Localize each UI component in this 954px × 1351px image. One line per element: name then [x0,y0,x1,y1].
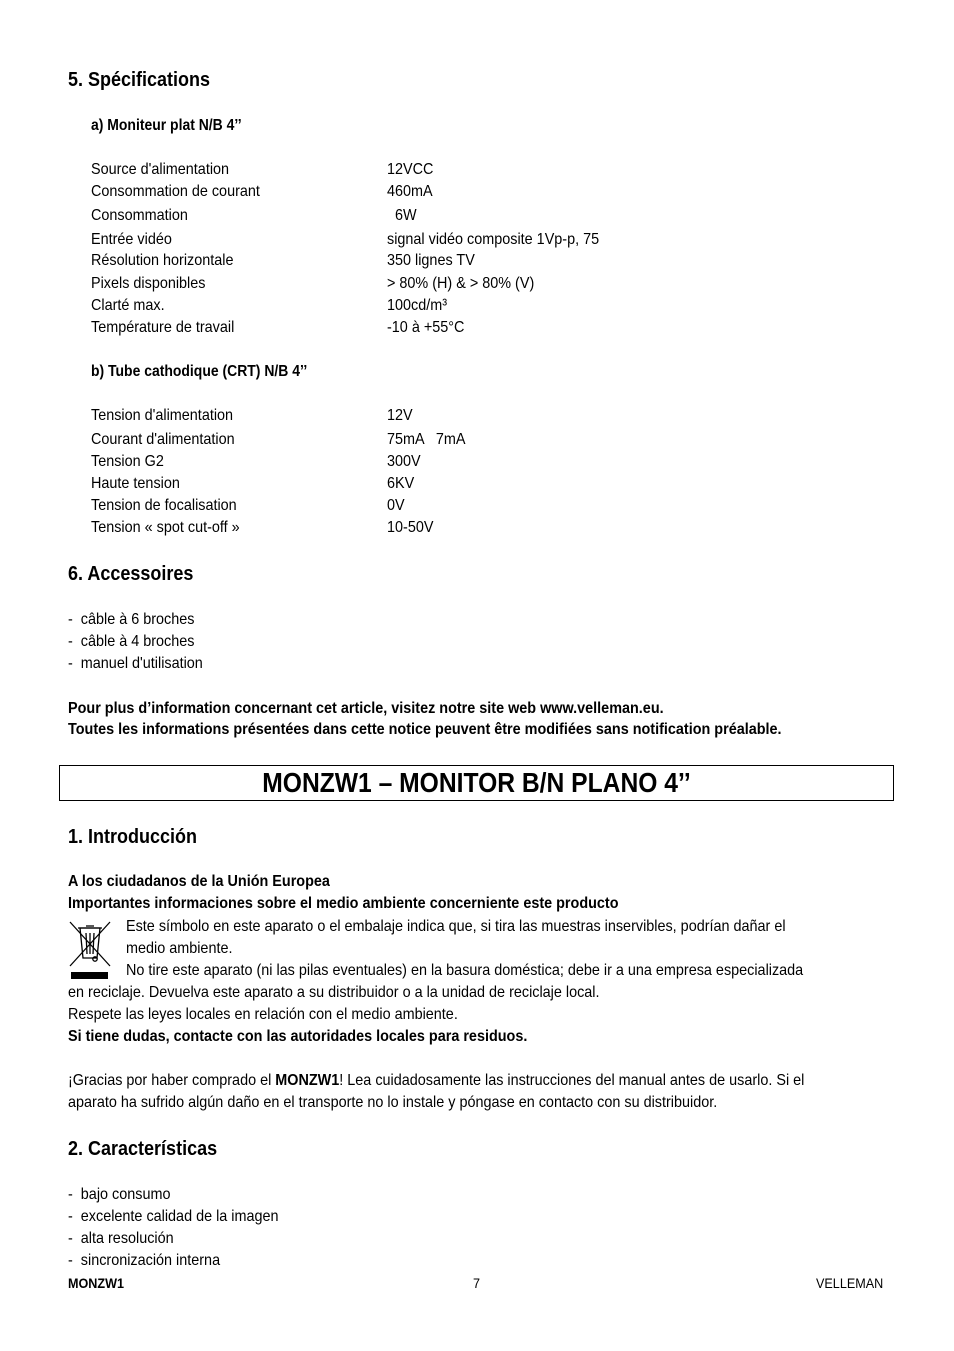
list-item: - manuel d'utilisation [68,655,203,672]
list-item: - câble à 6 broches [68,611,195,628]
intro-paragraph: en reciclaje. Devuelva este aparato a su distribuidor o a la unidad de reciclaje local. [68,984,600,1001]
intro-paragraph: medio ambiente. [126,940,233,957]
env-title: Importantes informaciones sobre el medio ambiente concerniente este producto [68,895,619,912]
intro-contact-note: Si tiene dudas, contacte con las autoridades locales para residuos. [68,1028,528,1045]
intro-heading: 1. Introducción [68,826,198,848]
list-item: - câble à 4 broches [68,633,195,650]
footer-model: MONZW1 [68,1275,124,1291]
intro-paragraph: Este símbolo en este aparato o el embalaje indica que, si tira las muestras inservibles, podrían dañar el [126,918,786,935]
list-item: - alta resolución [68,1230,174,1247]
spanish-title: MONZW1 – MONITOR B/N PLANO 4’’ [262,767,691,798]
features-heading: 2. Características [68,1138,218,1160]
spec-heading: 5. Spécifications [68,69,211,91]
eu-title: A los ciudadanos de la Unión Europea [68,873,330,890]
thanks-paragraph-2: aparato ha sufrido algún daño en el transporte no lo instale y póngase en contacto con su distribuidor. [68,1094,718,1111]
spec-a-title: a) Moniteur plat N/B 4’’ [91,117,242,134]
list-item: - sincronización interna [68,1252,221,1269]
accessories-heading: 6. Accessoires [68,563,194,585]
notice-line-2: Toutes les informations présentées dans cette notice peuvent être modifiées sans notification préalable. [68,721,782,738]
list-item: - excelente calidad de la imagen [68,1208,279,1225]
intro-paragraph: No tire este aparato (ni las pilas eventuales) en la basura doméstica; debe ir a una empresa especializada [126,962,804,979]
notice-line-1: Pour plus d’information concernant cet article, visitez notre site web www.velleman.eu. [68,700,664,717]
crossed-out-wheelie-bin-icon [68,918,112,982]
footer-brand: VELLEMAN [816,1275,884,1291]
intro-paragraph: Respete las leyes locales en relación con el medio ambiente. [68,1006,458,1023]
spanish-title-box [59,765,894,801]
spec-b-title: b) Tube cathodique (CRT) N/B 4’’ [91,363,308,380]
thanks-paragraph: ¡Gracias por haber comprado el MONZW1! Lea cuidadosamente las instrucciones del manual antes de usarlo. Si el [68,1072,805,1089]
page-number: 7 [473,1275,481,1291]
list-item: - bajo consumo [68,1186,171,1203]
